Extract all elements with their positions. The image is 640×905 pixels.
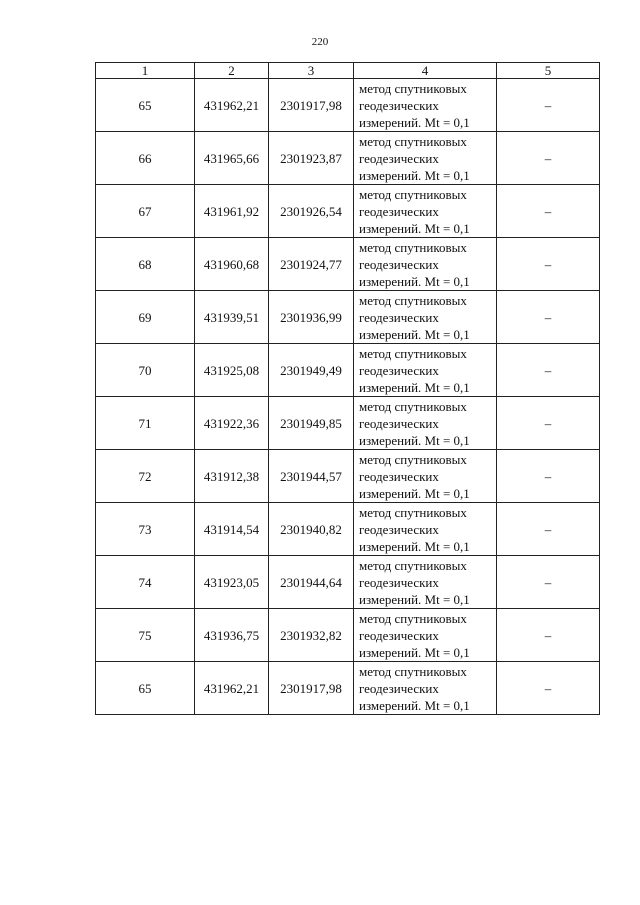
x-coordinate-cell: 431960,68 <box>195 238 269 291</box>
method-cell <box>354 556 497 609</box>
method-line: метод спутниковых <box>359 451 467 467</box>
method-line: измерений. Mt = 0,1 <box>359 432 470 448</box>
method-cell <box>354 450 497 503</box>
method-line: метод спутниковых <box>359 239 467 255</box>
x-coordinate-cell: 431962,21 <box>195 662 269 715</box>
note-cell: – <box>497 344 600 397</box>
table-row <box>96 556 600 609</box>
method-line: измерений. Mt = 0,1 <box>359 591 470 607</box>
table-row <box>96 185 600 238</box>
method-line: метод спутниковых <box>359 80 467 96</box>
method-line: измерений. Mt = 0,1 <box>359 379 470 395</box>
y-coordinate-cell: 2301949,85 <box>269 397 354 450</box>
point-number-cell: 75 <box>96 609 195 662</box>
method-cell <box>354 79 497 132</box>
y-coordinate-cell: 2301949,49 <box>269 344 354 397</box>
table-row <box>96 662 600 715</box>
method-cell <box>354 238 497 291</box>
method-line: геодезических <box>359 521 439 537</box>
method-cell <box>354 291 497 344</box>
method-cell <box>354 662 497 715</box>
y-coordinate-cell: 2301926,54 <box>269 185 354 238</box>
method-cell <box>354 344 497 397</box>
header-row <box>96 63 600 79</box>
point-number-cell: 68 <box>96 238 195 291</box>
method-line: геодезических <box>359 468 439 484</box>
point-number-cell: 66 <box>96 132 195 185</box>
note-cell: – <box>497 132 600 185</box>
x-coordinate-cell: 431922,36 <box>195 397 269 450</box>
method-cell <box>354 397 497 450</box>
note-cell: – <box>497 397 600 450</box>
note-cell: – <box>497 609 600 662</box>
method-line: геодезических <box>359 97 439 113</box>
x-coordinate-cell: 431961,92 <box>195 185 269 238</box>
header-col-2: 2 <box>195 63 269 79</box>
method-cell <box>354 132 497 185</box>
point-number-cell: 73 <box>96 503 195 556</box>
point-number-cell: 69 <box>96 291 195 344</box>
point-number-cell: 67 <box>96 185 195 238</box>
method-line: измерений. Mt = 0,1 <box>359 538 470 554</box>
method-line: измерений. Mt = 0,1 <box>359 273 470 289</box>
coordinates-table <box>95 62 600 715</box>
method-line: метод спутниковых <box>359 133 467 149</box>
method-line: геодезических <box>359 362 439 378</box>
y-coordinate-cell: 2301936,99 <box>269 291 354 344</box>
point-number-cell: 65 <box>96 662 195 715</box>
y-coordinate-cell: 2301917,98 <box>269 79 354 132</box>
method-line: метод спутниковых <box>359 292 467 308</box>
note-cell: – <box>497 450 600 503</box>
method-cell <box>354 185 497 238</box>
y-coordinate-cell: 2301924,77 <box>269 238 354 291</box>
method-line: измерений. Mt = 0,1 <box>359 220 470 236</box>
point-number-cell: 72 <box>96 450 195 503</box>
table-body <box>96 79 600 715</box>
table-row <box>96 344 600 397</box>
note-cell: – <box>497 185 600 238</box>
method-cell <box>354 609 497 662</box>
y-coordinate-cell: 2301932,82 <box>269 609 354 662</box>
y-coordinate-cell: 2301917,98 <box>269 662 354 715</box>
method-line: измерений. Mt = 0,1 <box>359 485 470 501</box>
note-cell: – <box>497 503 600 556</box>
method-cell <box>354 503 497 556</box>
method-line: измерений. Mt = 0,1 <box>359 114 470 130</box>
method-line: измерений. Mt = 0,1 <box>359 326 470 342</box>
x-coordinate-cell: 431912,38 <box>195 450 269 503</box>
y-coordinate-cell: 2301923,87 <box>269 132 354 185</box>
method-line: метод спутниковых <box>359 345 467 361</box>
method-line: геодезических <box>359 415 439 431</box>
x-coordinate-cell: 431914,54 <box>195 503 269 556</box>
method-line: измерений. Mt = 0,1 <box>359 167 470 183</box>
method-line: геодезических <box>359 627 439 643</box>
method-line: геодезических <box>359 574 439 590</box>
method-line: геодезических <box>359 309 439 325</box>
table-row <box>96 503 600 556</box>
method-line: геодезических <box>359 256 439 272</box>
point-number-cell: 65 <box>96 79 195 132</box>
header-col-4: 4 <box>354 63 497 79</box>
table-header <box>96 63 600 79</box>
page-number: 220 <box>311 36 329 48</box>
table-row <box>96 397 600 450</box>
x-coordinate-cell: 431923,05 <box>195 556 269 609</box>
table-row <box>96 291 600 344</box>
table-row <box>96 132 600 185</box>
method-line: измерений. Mt = 0,1 <box>359 644 470 660</box>
table-row <box>96 79 600 132</box>
method-line: метод спутниковых <box>359 186 467 202</box>
x-coordinate-cell: 431965,66 <box>195 132 269 185</box>
x-coordinate-cell: 431925,08 <box>195 344 269 397</box>
method-line: геодезических <box>359 150 439 166</box>
table-row <box>96 609 600 662</box>
note-cell: – <box>497 291 600 344</box>
method-line: измерений. Mt = 0,1 <box>359 697 470 713</box>
method-line: метод спутниковых <box>359 504 467 520</box>
method-line: геодезических <box>359 203 439 219</box>
note-cell: – <box>497 79 600 132</box>
table-row <box>96 450 600 503</box>
header-col-1: 1 <box>96 63 195 79</box>
method-line: метод спутниковых <box>359 663 467 679</box>
method-line: геодезических <box>359 680 439 696</box>
method-line: метод спутниковых <box>359 398 467 414</box>
x-coordinate-cell: 431939,51 <box>195 291 269 344</box>
x-coordinate-cell: 431962,21 <box>195 79 269 132</box>
point-number-cell: 70 <box>96 344 195 397</box>
note-cell: – <box>497 662 600 715</box>
method-line: метод спутниковых <box>359 557 467 573</box>
note-cell: – <box>497 238 600 291</box>
point-number-cell: 71 <box>96 397 195 450</box>
note-cell: – <box>497 556 600 609</box>
y-coordinate-cell: 2301940,82 <box>269 503 354 556</box>
y-coordinate-cell: 2301944,64 <box>269 556 354 609</box>
header-col-5: 5 <box>497 63 600 79</box>
point-number-cell: 74 <box>96 556 195 609</box>
y-coordinate-cell: 2301944,57 <box>269 450 354 503</box>
table-row <box>96 238 600 291</box>
header-col-3: 3 <box>269 63 354 79</box>
method-line: метод спутниковых <box>359 610 467 626</box>
x-coordinate-cell: 431936,75 <box>195 609 269 662</box>
